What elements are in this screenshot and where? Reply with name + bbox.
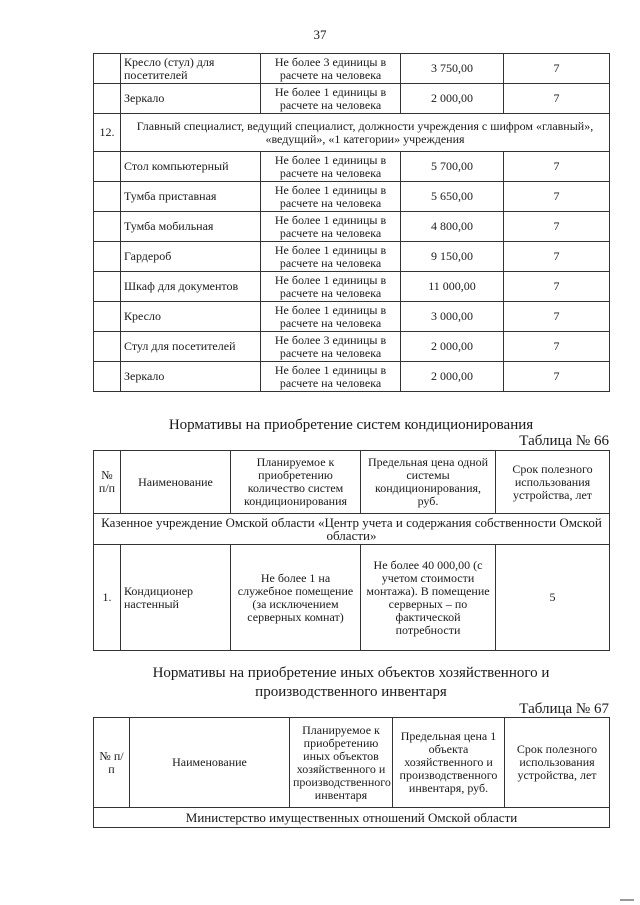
table-row: [94, 152, 610, 182]
table-row: [94, 212, 610, 242]
item-price: 2 000,00: [401, 332, 504, 362]
table-row: [94, 182, 610, 212]
item-name: Стул для посетителей: [121, 332, 261, 362]
item-quantity: Не более 1 единицы в расчете на человека: [261, 362, 401, 392]
page-number: 37: [313, 27, 327, 42]
header-name: Наименование: [130, 718, 290, 808]
item-price: 2 000,00: [401, 362, 504, 392]
item-life: 7: [504, 212, 610, 242]
item-quantity: Не более 1 единицы в расчете на человека: [261, 212, 401, 242]
item-price: 3 750,00: [401, 54, 504, 84]
item-number: 1.: [94, 545, 121, 651]
section-title-66: Нормативы на приобретение систем кондиционирования: [168, 417, 534, 433]
section-title-67: Нормативы на приобретение иных объектов хозяйственного и производственного инвентаря: [152, 665, 550, 700]
item-quantity: Не более 1 единицы в расчете на человека: [261, 182, 401, 212]
item-price: 2 000,00: [401, 84, 504, 114]
item-quantity: Не более 1 на служебное помещение (за исключением серверных комнат): [231, 545, 361, 651]
item-life: 7: [504, 332, 610, 362]
header-price: Предельная цена одной системы кондиционирования, руб.: [361, 451, 496, 514]
item-name: Кондиционер настенный: [121, 545, 231, 651]
item-name: Тумба приставная: [121, 182, 261, 212]
group-title: Главный специалист, ведущий специалист, должности учреждения с шифром «главный», «ведущий», «1 категории» учреждения: [121, 114, 610, 152]
item-name: Зеркало: [121, 362, 261, 392]
item-life: 7: [504, 182, 610, 212]
item-name: Гардероб: [121, 242, 261, 272]
table-row: [94, 332, 610, 362]
item-price: 4 800,00: [401, 212, 504, 242]
header-life: Срок полезного использования устройства, лет: [496, 451, 610, 514]
item-life: 7: [504, 362, 610, 392]
header-quantity: Планируемое к приобретению иных объектов хозяйственного и производственного инвентаря: [290, 718, 393, 808]
header-quantity: Планируемое к приобретению количество систем кондиционирования: [231, 451, 361, 514]
header-row: [94, 718, 610, 808]
item-quantity: Не более 3 единицы в расчете на человека: [261, 54, 401, 84]
table-row: [94, 302, 610, 332]
header-num: № п/п: [94, 718, 130, 808]
item-name: Шкаф для документов: [121, 272, 261, 302]
item-quantity: Не более 1 единицы в расчете на человека: [261, 152, 401, 182]
header-num: № п/п: [94, 451, 121, 514]
org-row: [94, 514, 610, 545]
item-life: 7: [504, 272, 610, 302]
table-row: [94, 242, 610, 272]
item-name: Зеркало: [121, 84, 261, 114]
item-name: Тумба мобильная: [121, 212, 261, 242]
furniture-norms-table: [93, 53, 610, 392]
item-quantity: Не более 1 единицы в расчете на человека: [261, 242, 401, 272]
item-life: 7: [504, 302, 610, 332]
item-quantity: Не более 1 единицы в расчете на человека: [261, 302, 401, 332]
table-row: [94, 362, 610, 392]
header-name: Наименование: [121, 451, 231, 514]
table-row: [94, 545, 610, 651]
item-life: 7: [504, 242, 610, 272]
item-name: Стол компьютерный: [121, 152, 261, 182]
item-price: 9 150,00: [401, 242, 504, 272]
group-row: [94, 114, 610, 152]
scan-mark: [620, 899, 634, 901]
header-life: Срок полезного использования устройства, лет: [505, 718, 610, 808]
group-number: 12.: [94, 114, 121, 152]
item-price: 5 700,00: [401, 152, 504, 182]
item-price: 5 650,00: [401, 182, 504, 212]
item-life: 7: [504, 152, 610, 182]
header-price: Предельная цена 1 объекта хозяйственного и производственного инвентаря, руб.: [393, 718, 505, 808]
table-label-66: Таблица № 66: [519, 433, 609, 449]
item-quantity: Не более 1 единицы в расчете на человека: [261, 84, 401, 114]
header-row: [94, 451, 610, 514]
item-price: Не более 40 000,00 (с учетом стоимости монтажа). В помещение серверных – по фактической потребности: [361, 545, 496, 651]
item-quantity: Не более 1 единицы в расчете на человека: [261, 272, 401, 302]
table-row: [94, 84, 610, 114]
item-life: 5: [496, 545, 610, 651]
air-conditioning-norms-table: [93, 450, 610, 651]
org-name: Казенное учреждение Омской области «Центр учета и содержания собственности Омской области»: [94, 514, 610, 545]
table-row: [94, 272, 610, 302]
item-price: 3 000,00: [401, 302, 504, 332]
table-row: [94, 54, 610, 84]
item-name: Кресло (стул) для посетителей: [121, 54, 261, 84]
item-quantity: Не более 3 единицы в расчете на человека: [261, 332, 401, 362]
item-price: 11 000,00: [401, 272, 504, 302]
org-name: Министерство имущественных отношений Омской области: [94, 808, 610, 828]
household-inventory-norms-table: [93, 717, 610, 828]
item-life: 7: [504, 84, 610, 114]
item-life: 7: [504, 54, 610, 84]
item-name: Кресло: [121, 302, 261, 332]
org-row: [94, 808, 610, 828]
table-label-67: Таблица № 67: [519, 701, 609, 717]
